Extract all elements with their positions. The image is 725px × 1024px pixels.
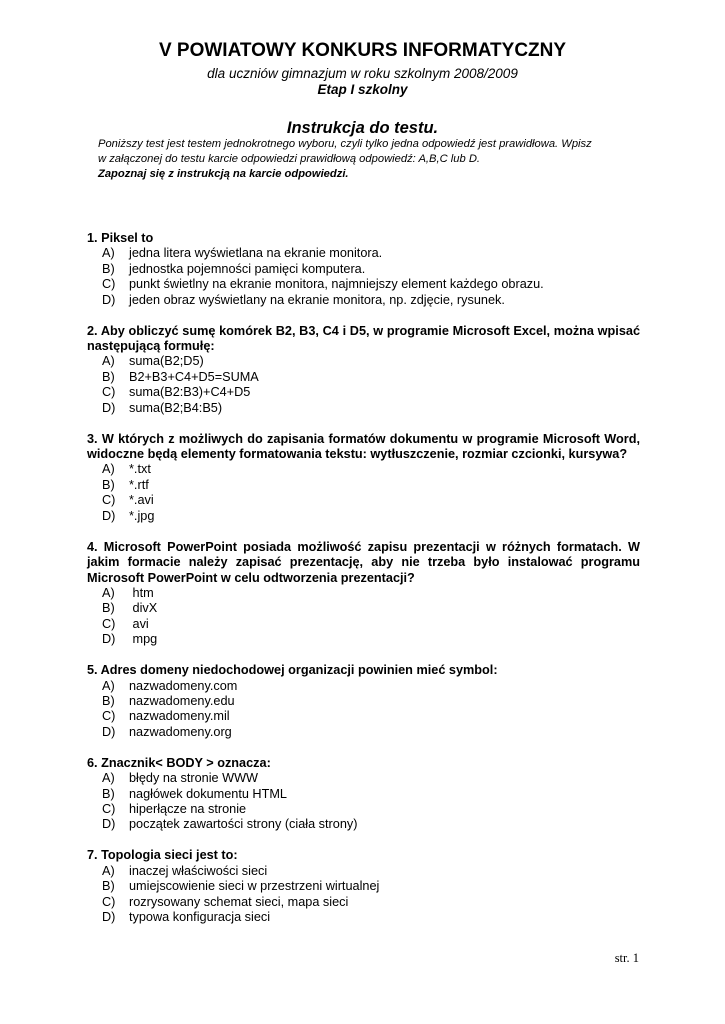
answer-letter: B)	[102, 477, 115, 492]
page-subtitle: dla uczniów gimnazjum w roku szkolnym 2008/2009	[207, 66, 518, 81]
question-text: 4. Microsoft PowerPoint posiada możliwość zapisu prezentacji w różnych formatach. W jakim formacie należy zapisać prezentację, aby nie trzeba było instalować programu Microsoft PowerPoint w celu odtworzenia prezentacji?	[87, 539, 640, 585]
answer-text: umiejscowienie sieci w przestrzeni wirtualnej	[129, 879, 380, 894]
answer-letter: D)	[102, 632, 116, 647]
answer-letter: B)	[102, 879, 115, 894]
answer-letter: B)	[102, 786, 115, 801]
answer-list	[87, 771, 640, 833]
answer-text: punkt świetlny na ekranie monitora, najmniejszy element każdego obrazu.	[129, 277, 544, 292]
answer-option	[102, 817, 640, 832]
question-list	[87, 231, 640, 941]
answer-text: suma(B2:B3)+C4+D5	[129, 385, 251, 400]
answer-option	[102, 679, 640, 694]
page-number: str. 1	[614, 951, 639, 965]
answer-letter: A)	[102, 678, 115, 693]
answer-list	[87, 586, 640, 648]
stage-label: Etap I szkolny	[317, 82, 408, 97]
answer-letter: C)	[102, 277, 116, 292]
answer-list	[87, 462, 640, 524]
instructions-note: Zapoznaj się z instrukcją na karcie odpowiedzi.	[98, 168, 349, 180]
instructions-heading: Instrukcja do testu.	[286, 119, 439, 137]
answer-option	[102, 385, 640, 400]
answer-letter: C)	[102, 709, 116, 724]
answer-letter: B)	[102, 261, 115, 276]
answer-option	[102, 632, 640, 647]
answer-text: *.rtf	[129, 477, 149, 492]
answer-letter: C)	[102, 493, 116, 508]
answer-letter: A)	[102, 462, 115, 477]
answer-letter: A)	[102, 246, 115, 261]
answer-text: B2+B3+C4+D5=SUMA	[129, 369, 259, 384]
question-item	[87, 848, 640, 925]
answer-option	[102, 601, 640, 616]
instructions-line: w załączonej do testu karcie odpowiedzi prawidłową odpowiedź: A,B,C lub D.	[98, 153, 481, 165]
answer-letter: A)	[102, 585, 115, 600]
answer-letter: B)	[102, 601, 115, 616]
answer-option	[102, 879, 640, 894]
question-text: 2. Aby obliczyć sumę komórek B2, B3, C4 i D5, w programie Microsoft Excel, można wpisać następującą formułę:	[87, 323, 640, 354]
answer-text: nazwadomeny.mil	[129, 709, 230, 724]
answer-option	[102, 864, 640, 879]
answer-text: *.avi	[129, 493, 154, 508]
question-item	[87, 432, 640, 524]
answer-text: rozrysowany schemat sieci, mapa sieci	[129, 894, 349, 909]
answer-option	[102, 370, 640, 385]
answer-text: divX	[129, 601, 158, 616]
page-title: V POWIATOWY KONKURS INFORMATYCZNY	[158, 40, 567, 61]
answer-text: *.jpg	[129, 508, 155, 523]
answer-text: błędy na stronie WWW	[129, 771, 259, 786]
question-item	[87, 756, 640, 833]
question-item	[87, 231, 640, 308]
answer-letter: A)	[102, 354, 115, 369]
answer-option	[102, 586, 640, 601]
answer-option	[102, 910, 640, 925]
question-item	[87, 663, 640, 740]
answer-text: mpg	[129, 632, 158, 647]
instructions-block	[98, 137, 643, 182]
question-text: 6. Znacznik< BODY > oznacza:	[87, 755, 271, 770]
question-item	[87, 540, 640, 648]
answer-list	[87, 864, 640, 926]
answer-option	[102, 709, 640, 724]
answer-option	[102, 277, 640, 292]
answer-list	[87, 354, 640, 416]
answer-option	[102, 293, 640, 308]
answer-text: jednostka pojemności pamięci komputera.	[129, 261, 366, 276]
answer-letter: D)	[102, 724, 116, 739]
question-text: 7. Topologia sieci jest to:	[87, 848, 238, 863]
answer-option	[102, 895, 640, 910]
answer-option	[102, 401, 640, 416]
answer-letter: C)	[102, 616, 116, 631]
answer-option	[102, 246, 640, 261]
answer-option	[102, 787, 640, 802]
answer-letter: B)	[102, 369, 115, 384]
answer-list	[87, 246, 640, 308]
answer-letter: A)	[102, 863, 115, 878]
answer-option	[102, 462, 640, 477]
instructions-line: Poniższy test jest testem jednokrotnego wyboru, czyli tylko jedna odpowiedź jest prawidłowa. Wpisz	[98, 138, 592, 150]
answer-option	[102, 617, 640, 632]
answer-option	[102, 509, 640, 524]
answer-option	[102, 694, 640, 709]
answer-letter: C)	[102, 894, 116, 909]
answer-option	[102, 493, 640, 508]
question-text: 1. Piksel to	[87, 231, 154, 245]
answer-text: suma(B2;B4:B5)	[129, 400, 223, 415]
answer-option	[102, 262, 640, 277]
answer-letter: D)	[102, 400, 116, 415]
answer-text: początek zawartości strony (ciała strony)	[129, 817, 358, 832]
answer-text: typowa konfiguracja sieci	[129, 910, 271, 924]
answer-letter: D)	[102, 817, 116, 832]
answer-letter: D)	[102, 292, 116, 307]
answer-option	[102, 771, 640, 786]
question-text: 3. W których z możliwych do zapisania formatów dokumentu w programie Microsoft Word, widoczne będą elementy formatowania tekstu: wytłuszczenie, rozmiar czcionki, kursywa?	[87, 431, 640, 462]
answer-text: jeden obraz wyświetlany na ekranie monitora, np. zdjęcie, rysunek.	[129, 292, 505, 307]
answer-text: suma(B2;D5)	[129, 354, 204, 369]
answer-text: jedna litera wyświetlana na ekranie monitora.	[129, 246, 383, 261]
answer-option	[102, 802, 640, 817]
answer-text: *.txt	[129, 462, 151, 477]
answer-option	[102, 478, 640, 493]
answer-text: htm	[129, 585, 154, 600]
answer-text: nazwadomeny.com	[129, 678, 238, 693]
answer-list	[87, 679, 640, 741]
answer-letter: C)	[102, 801, 116, 816]
answer-letter: C)	[102, 385, 116, 400]
question-text: 5. Adres domeny niedochodowej organizacji powinien mieć symbol:	[87, 663, 498, 678]
answer-text: inaczej właściwości sieci	[129, 863, 268, 878]
answer-text: hiperłącze na stronie	[129, 801, 247, 816]
answer-text: nagłówek dokumentu HTML	[129, 786, 287, 801]
answer-option	[102, 354, 640, 369]
answer-letter: D)	[102, 508, 116, 523]
answer-text: nazwadomeny.edu	[129, 693, 235, 708]
answer-letter: B)	[102, 693, 115, 708]
answer-letter: A)	[102, 771, 115, 786]
question-item	[87, 324, 640, 416]
answer-option	[102, 725, 640, 740]
answer-text: avi	[129, 616, 149, 631]
answer-text: nazwadomeny.org	[129, 724, 232, 739]
answer-letter: D)	[102, 910, 116, 924]
